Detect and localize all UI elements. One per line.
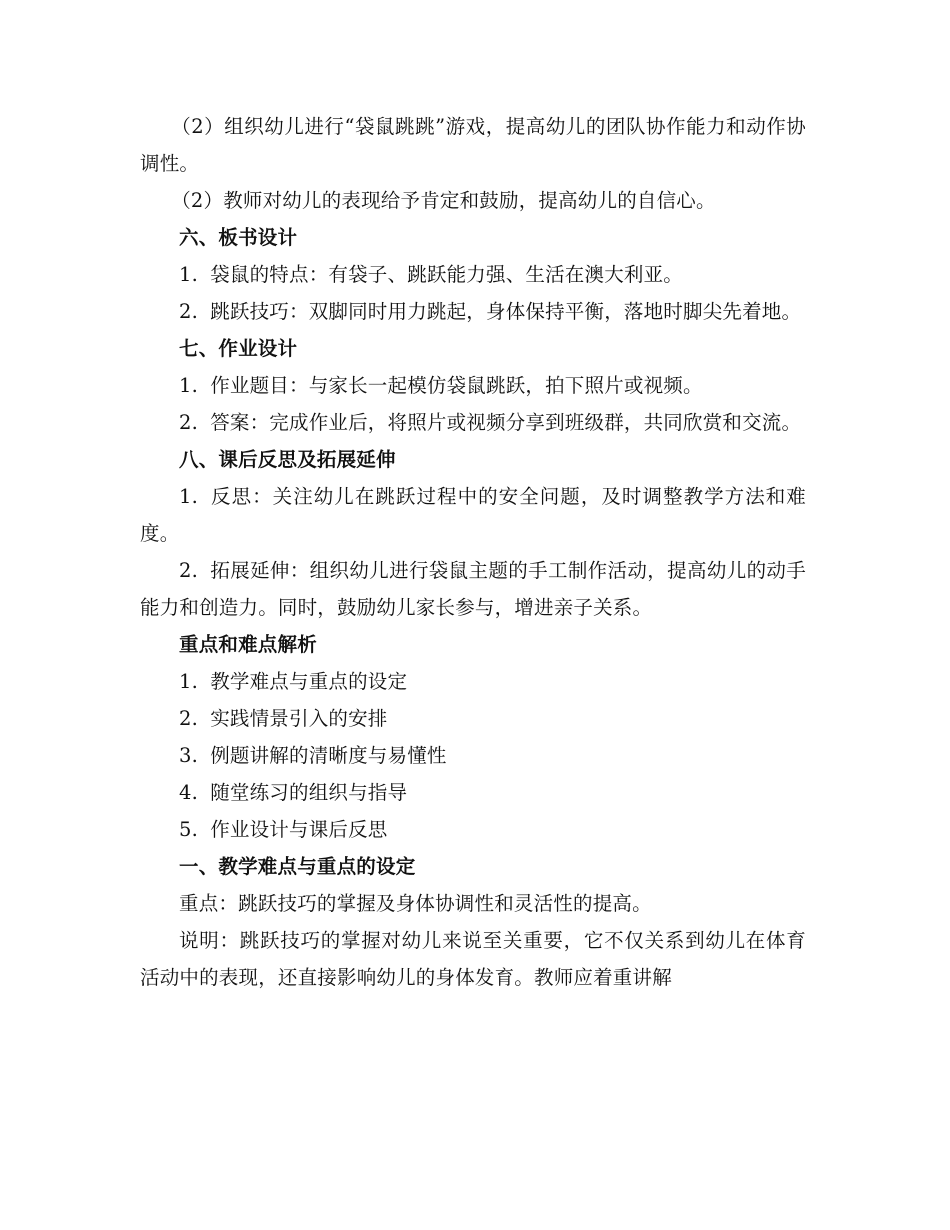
- list-item: [140, 367, 806, 404]
- list-item: [140, 663, 806, 700]
- section-heading-board-design: 六、板书设计: [179, 226, 298, 249]
- section-heading-reflection: 八、课后反思及拓展延伸: [179, 448, 396, 471]
- paragraph-teacher-encouragement: （2）教师对幼儿的表现给予肯定和鼓励，提高幼儿的自信心。: [171, 189, 716, 212]
- list-item-text: 拓展延伸：组织幼儿进行袋鼠主题的手工制作活动，提高幼儿的动手能力和创造力。同时，鼓励幼儿家长参与，增进亲子关系。: [140, 559, 806, 619]
- list-item-number: 5.: [179, 818, 199, 841]
- paragraph-game-activity: （2）组织幼儿进行“袋鼠跳跳”游戏，提高幼儿的团队协作能力和动作协调性。: [140, 115, 806, 175]
- paragraph-explanation: 说明：跳跃技巧的掌握对幼儿来说至关重要，它不仅关系到幼儿在体育活动中的表现，还直接影响幼儿的身体发育。教师应着重讲解: [140, 929, 806, 989]
- list-item: [140, 737, 806, 774]
- document-body: [140, 108, 806, 996]
- list-item-number: 1.: [179, 263, 199, 286]
- list-item-number: 1.: [179, 485, 199, 508]
- list-item-text: 教学难点与重点的设定: [210, 670, 408, 693]
- list-item: [140, 700, 806, 737]
- list-item: [140, 256, 806, 293]
- list-item: [140, 811, 806, 848]
- section-heading-key-points: 重点和难点解析: [179, 633, 317, 656]
- list-item: [140, 293, 806, 330]
- list-item-number: 4.: [179, 781, 199, 804]
- list-item-text: 实践情景引入的安排: [210, 707, 388, 730]
- list-item-number: 2.: [179, 300, 199, 323]
- list-item: [140, 774, 806, 811]
- list-item-number: 1.: [179, 374, 199, 397]
- list-item-text: 跳跃技巧：双脚同时用力跳起，身体保持平衡，落地时脚尖先着地。: [210, 300, 802, 323]
- list-item-number: 2.: [179, 707, 199, 730]
- list-item-text: 答案：完成作业后，将照片或视频分享到班级群，共同欣赏和交流。: [210, 411, 802, 434]
- paragraph-key-point: 重点：跳跃技巧的掌握及身体协调性和灵活性的提高。: [179, 892, 652, 915]
- list-item-text: 作业题目：与家长一起模仿袋鼠跳跃，拍下照片或视频。: [210, 374, 703, 397]
- list-item: [140, 552, 806, 626]
- list-item-number: 3.: [179, 744, 199, 767]
- list-item-number: 2.: [179, 411, 199, 434]
- list-item-text: 随堂练习的组织与指导: [210, 781, 408, 804]
- section-heading-difficulty-setting: 一、教学难点与重点的设定: [179, 855, 416, 878]
- list-item-number: 2.: [179, 559, 199, 582]
- list-item-text: 袋鼠的特点：有袋子、跳跃能力强、生活在澳大利亚。: [210, 263, 683, 286]
- list-item-text: 反思：关注幼儿在跳跃过程中的安全问题，及时调整教学方法和难度。: [140, 485, 806, 545]
- list-item-text: 作业设计与课后反思: [210, 818, 388, 841]
- list-item-text: 例题讲解的清晰度与易懂性: [210, 744, 447, 767]
- list-item: [140, 404, 806, 441]
- list-item-number: 1.: [179, 670, 199, 693]
- section-heading-homework-design: 七、作业设计: [179, 337, 298, 360]
- list-item: [140, 478, 806, 552]
